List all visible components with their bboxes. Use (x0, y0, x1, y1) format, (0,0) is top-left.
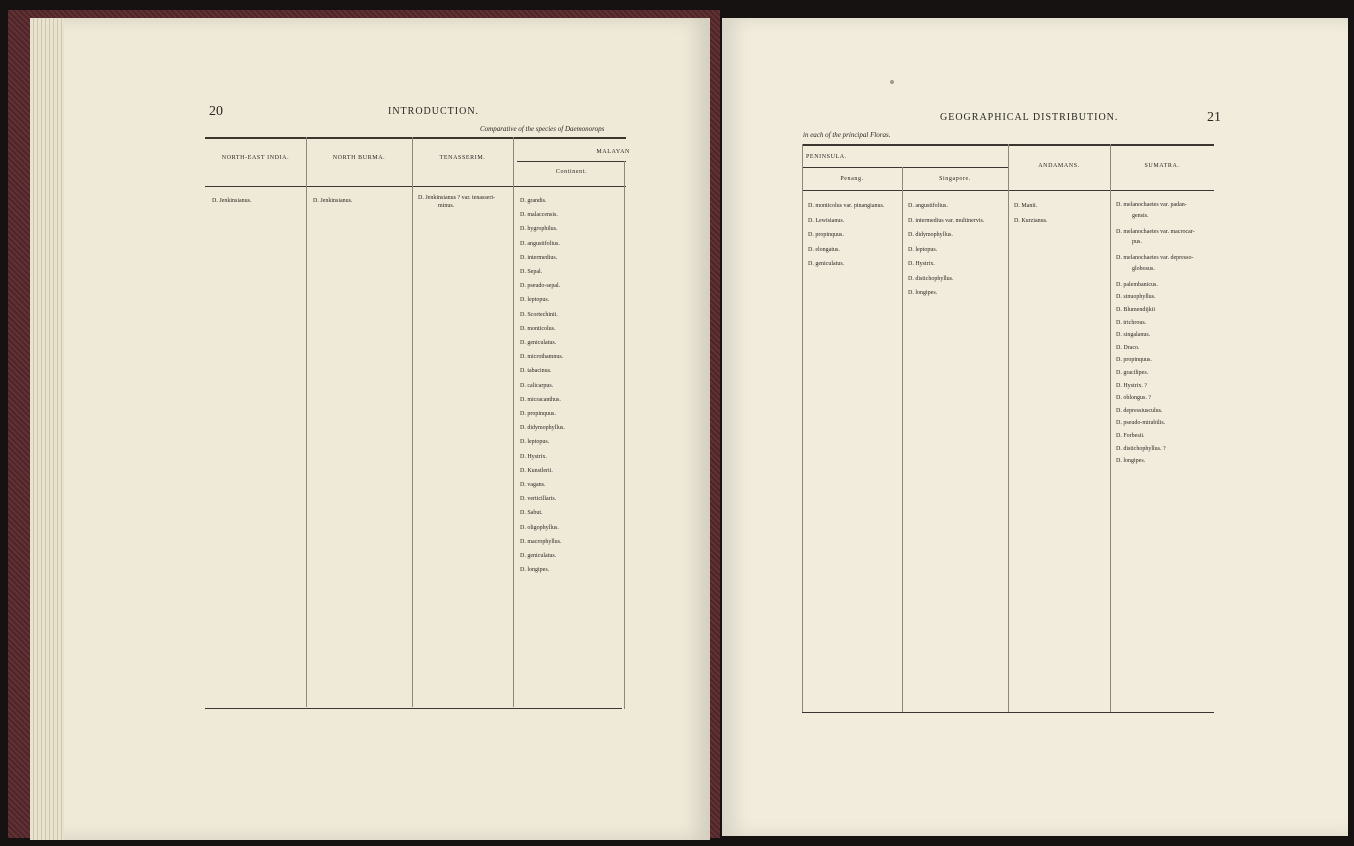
species-entry: D. singalanus. (1116, 332, 1151, 339)
header-north-burma: NORTH BURMA. (332, 155, 386, 161)
species-entry: D. angustifolius. (908, 203, 948, 209)
left-col-divider-4 (624, 161, 625, 709)
species-entry: D. Scortechinii. (520, 311, 558, 318)
left-col-divider-1 (306, 137, 307, 707)
left-running-head: INTRODUCTION. (388, 106, 480, 117)
species-entry: D. Jenkinsianus. (212, 198, 252, 204)
species-entry: D. palembanicus. (1116, 281, 1158, 288)
left-table-top-rule (205, 137, 626, 139)
species-entry-cont: gensis. (1132, 212, 1149, 219)
header-tenasserim: TENASSERIM. (439, 155, 486, 161)
header-continent: Continent. (555, 169, 588, 175)
species-entry: D. depressiusculus. (1116, 407, 1163, 414)
left-col2-list (313, 194, 353, 209)
species-entry: D. propinquus. (808, 232, 844, 238)
species-entry: D. tabacinus. (520, 368, 552, 375)
ink-spot (890, 80, 894, 84)
right-table-left-edge (802, 144, 803, 712)
species-entry: D. intermedius. (520, 254, 558, 261)
species-entry: D. Kurzianus. (1014, 217, 1048, 224)
species-entry: D. propinquus. (1116, 357, 1152, 364)
species-entry: D. Sabut. (520, 510, 543, 517)
header-andamans: ANDAMANS. (1038, 163, 1080, 169)
species-entry: D. melanochaetes var. depresso- (1116, 255, 1194, 262)
right-col3-list (1014, 199, 1048, 228)
species-entry: D. gracilipes. (1116, 369, 1149, 376)
species-entry: D. monticolus. (520, 325, 556, 332)
right-running-head: GEOGRAPHICAL DISTRIBUTION. (940, 112, 1119, 123)
species-entry: D. macrophyllus. (520, 538, 562, 545)
species-entry: D. verticillaris. (520, 496, 557, 503)
right-col-divider-3 (1110, 144, 1111, 712)
species-entry-cont: globosus. (1132, 265, 1155, 272)
left-header-rule (205, 186, 626, 187)
species-entry-cont: pus. (1132, 239, 1142, 246)
right-col-divider-1 (902, 167, 903, 712)
right-col1-list (808, 199, 884, 272)
species-entry: D. Draco. (1116, 344, 1140, 351)
right-col-divider-2 (1008, 144, 1009, 712)
species-entry: D. Hystrix. (520, 453, 547, 460)
species-entry: D. Sepal. (520, 269, 543, 276)
species-entry: D. leptopus. (908, 246, 938, 253)
species-entry: D. Kunstlerii. (520, 467, 553, 474)
page-edges (30, 18, 64, 840)
left-group-rule (517, 161, 626, 162)
species-entry: D. didymophyllus. (520, 425, 565, 432)
species-entry: D. Lewisianus. (808, 217, 845, 224)
header-sumatra: SUMATRA. (1144, 163, 1180, 169)
left-col-divider-3 (513, 137, 514, 707)
species-entry: D. geniculatus. (520, 340, 557, 347)
species-entry: D. pseudo-sepal. (520, 283, 561, 290)
header-singapore: Singapore. (939, 176, 971, 182)
species-entry: D. melanochaetes var. padan- (1116, 202, 1187, 208)
left-page (30, 18, 710, 840)
left-col1-list (212, 194, 252, 209)
right-table-bottom-rule (802, 712, 1214, 713)
species-entry: D. didymophyllus. (908, 232, 953, 238)
species-entry: D. trichrous. (1116, 319, 1147, 326)
right-col4-list (1116, 199, 1195, 468)
species-entry: D. micracanthus. (520, 396, 561, 403)
species-entry: D. longipes. (520, 567, 550, 574)
species-entry: D. distichophyllus. (908, 275, 954, 282)
left-caption: Comparative of the species of Daemonorops (480, 125, 605, 133)
species-entry: D. sinuophyllus. (1116, 294, 1156, 301)
species-entry: D. elongatus. (808, 246, 840, 253)
species-entry: D. distichophyllus. ? (1116, 445, 1166, 452)
left-page-number: 20 (209, 104, 223, 119)
species-entry: D. monticolus var. pinangianus. (808, 203, 885, 209)
species-entry: D. leptopus. (520, 439, 550, 446)
species-entry: D. grandis. (520, 198, 547, 204)
header-peninsula: PENINSULA. (806, 154, 847, 160)
species-entry: D. intermedius var. multinervis. (908, 217, 985, 224)
species-entry: D. Manii. (1014, 203, 1038, 209)
species-entry: D. Jenkinsianus ? var. tenasseri- (418, 195, 495, 201)
right-page-number: 21 (1207, 110, 1221, 125)
header-penang: Penang. (840, 176, 864, 182)
left-col-divider-2 (412, 137, 413, 707)
header-malayan: MALAYAN (596, 149, 630, 155)
species-entry: D. oblongus. ? (1116, 395, 1151, 402)
species-entry: D. vagans. (520, 482, 546, 489)
species-entry: D. geniculatus. (808, 261, 845, 267)
species-entry: D. Forbesii. (1116, 432, 1145, 439)
left-table-bottom-rule (205, 708, 622, 709)
species-entry: D. melanochaetes var. macrocar- (1116, 228, 1195, 235)
species-entry: D. hygrophilus. (520, 226, 558, 233)
species-entry: D. geniculatus. (520, 553, 557, 560)
species-entry: D. Hystrix. ? (1116, 382, 1147, 389)
species-entry: D. longipes. (1116, 458, 1146, 465)
species-entry: D. propinquus. (520, 411, 556, 418)
species-entry: D. angustifolius. (520, 240, 560, 247)
right-group-rule (802, 167, 1008, 168)
species-entry: D. longipes. (908, 290, 938, 296)
species-entry: D. microthamnus. (520, 354, 564, 361)
species-entry: D. calicarpus. (520, 382, 554, 389)
left-col4-list (520, 194, 565, 577)
left-col3-list (418, 194, 495, 210)
species-entry: D. Jenkinsianus. (313, 198, 353, 204)
species-entry: D. leptopus. (520, 297, 550, 304)
species-entry: D. malaccensis. (520, 212, 558, 219)
species-entry: D. Blumendijkii (1116, 306, 1155, 313)
right-caption: in each of the principal Floras. (803, 131, 891, 139)
header-north-east-india: NORTH-EAST INDIA. (221, 155, 290, 161)
species-entry: D. pseudo-mirabilis. (1116, 420, 1166, 427)
right-page (722, 18, 1348, 836)
right-col2-list (908, 199, 984, 301)
species-entry-cont: minus. (438, 203, 455, 209)
species-entry: D. oligophyllus. (520, 524, 559, 531)
species-entry: D. Hystrix. (908, 261, 935, 267)
